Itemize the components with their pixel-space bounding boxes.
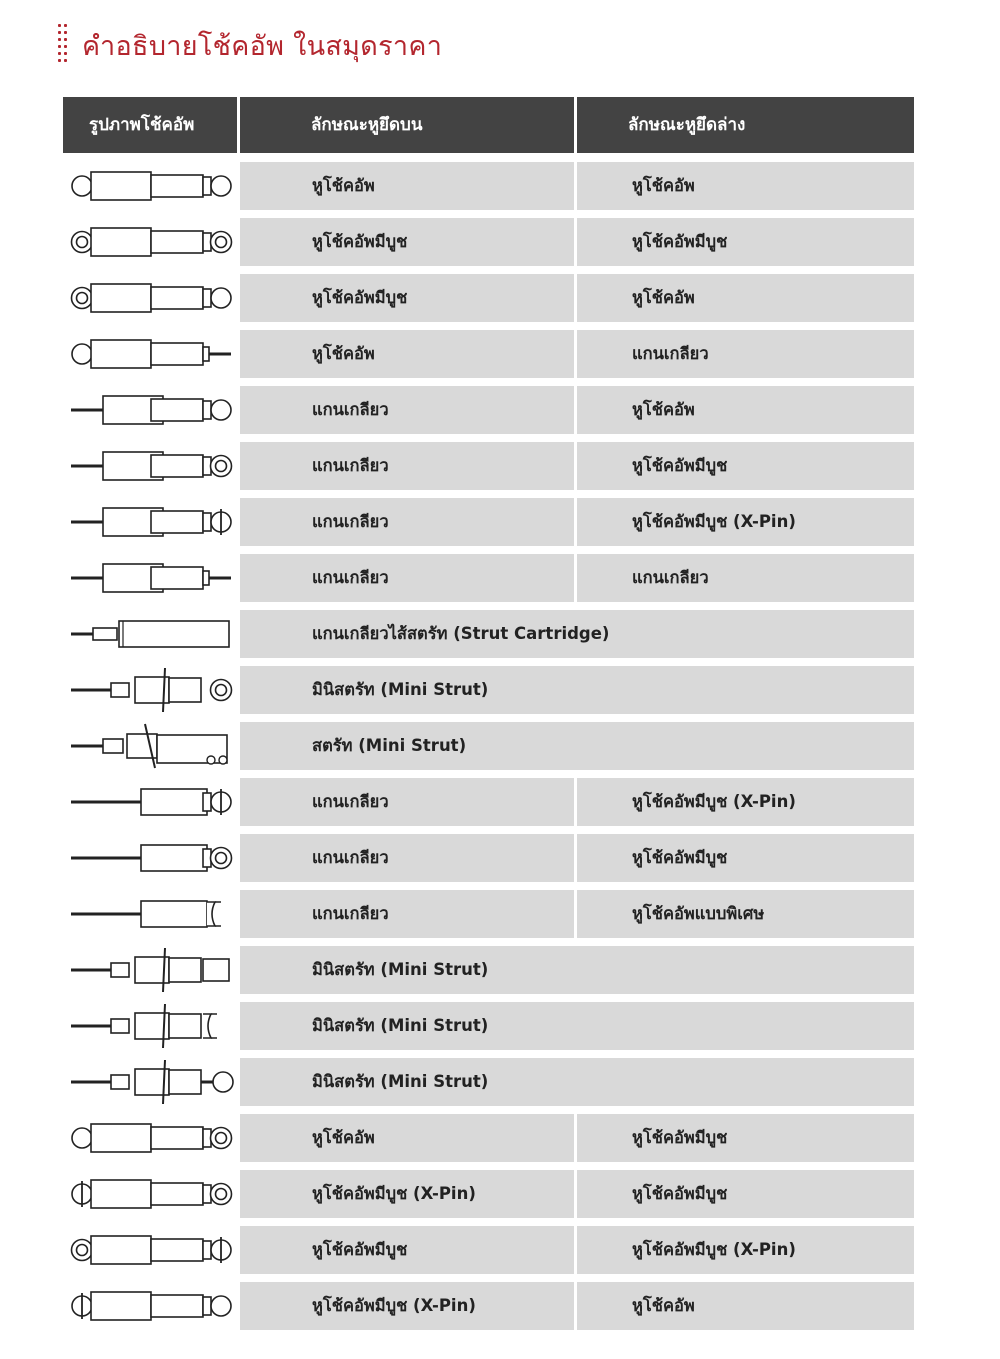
- top-mount-label: แกนเกลียว: [312, 904, 389, 923]
- table-row: [63, 834, 914, 882]
- shock-stud-eye-icon: [63, 386, 239, 434]
- table-row: [63, 274, 914, 322]
- top-mount-label: แกนเกลียว: [312, 512, 389, 531]
- shock-bush-xpin-icon: [63, 1226, 239, 1274]
- shock-stud-stud-icon: [63, 554, 239, 602]
- header-top-mount-column: ลักษณะหูยึดบน: [311, 115, 423, 135]
- shock-eye-stud-icon: [63, 330, 239, 378]
- top-mount-label: แกนเกลียว: [312, 456, 389, 475]
- shock-xpin-bush-icon: [63, 1170, 239, 1218]
- top-mount-cell: [240, 1226, 574, 1274]
- table-row: [63, 162, 914, 210]
- header-divider: [237, 97, 240, 153]
- table-row: [63, 666, 914, 714]
- top-mount-label: มินิสตรัท (Mini Strut): [312, 960, 489, 979]
- top-mount-cell: [240, 218, 574, 266]
- top-mount-cell: [240, 722, 914, 770]
- top-mount-label: มินิสตรัท (Mini Strut): [312, 1016, 489, 1035]
- header-image-column: รูปภาพโช้คอัพ: [89, 115, 195, 135]
- top-mount-cell: [240, 1282, 574, 1330]
- top-mount-cell: [240, 946, 914, 994]
- top-mount-cell: [240, 890, 574, 938]
- top-mount-cell: [240, 386, 574, 434]
- bottom-mount-label: หูโช้คอัพ: [632, 1296, 695, 1315]
- bottom-mount-cell: [577, 498, 914, 546]
- top-mount-label: สตรัท (Mini Strut): [312, 736, 467, 755]
- mini-strut-fork-icon: [63, 1002, 239, 1050]
- table-row: [63, 498, 914, 546]
- table-row: [63, 330, 914, 378]
- table-row: [63, 890, 914, 938]
- top-mount-label: แกนเกลียว: [312, 848, 389, 867]
- header-divider: [574, 97, 577, 153]
- table-row: [63, 610, 914, 658]
- top-mount-cell: [240, 834, 574, 882]
- table-header: [63, 97, 914, 153]
- table-row: [63, 218, 914, 266]
- table-row: [63, 1114, 914, 1162]
- bottom-mount-cell: [577, 1114, 914, 1162]
- bottom-mount-cell: [577, 778, 914, 826]
- shock-stud-xpin-icon: [63, 498, 239, 546]
- top-mount-cell: [240, 162, 574, 210]
- table-row: [63, 442, 914, 490]
- shock-longstud-bush-icon: [63, 834, 239, 882]
- strut-icon: [63, 722, 239, 770]
- top-mount-label: มินิสตรัท (Mini Strut): [312, 1072, 489, 1091]
- bottom-mount-label: หูโช้คอัพมีบูช (X-Pin): [632, 512, 796, 531]
- table-row: [63, 1282, 914, 1330]
- bottom-mount-label: หูโช้คอัพมีบูช: [632, 1128, 728, 1147]
- bottom-mount-cell: [577, 330, 914, 378]
- header-bottom-mount-column: ลักษณะหูยึดล่าง: [628, 115, 746, 135]
- table-row: [63, 778, 914, 826]
- table-row: [63, 386, 914, 434]
- top-mount-label: แกนเกลียวไส้สตรัท (Strut Cartridge): [312, 624, 610, 643]
- top-mount-label: แกนเกลียว: [312, 400, 389, 419]
- table-row: [63, 1002, 914, 1050]
- top-mount-cell: [240, 778, 574, 826]
- top-mount-cell: [240, 610, 914, 658]
- top-mount-cell: [240, 1058, 914, 1106]
- top-mount-label: หูโช้คอัพมีบูช (X-Pin): [312, 1184, 476, 1203]
- shock-xpin-eye-icon: [63, 1282, 239, 1330]
- top-mount-cell: [240, 1114, 574, 1162]
- table-row: [63, 1170, 914, 1218]
- bottom-mount-label: หูโช้คอัพ: [632, 288, 695, 307]
- bottom-mount-cell: [577, 1170, 914, 1218]
- top-mount-label: หูโช้คอัพ: [312, 344, 375, 363]
- top-mount-label: หูโช้คอัพมีบูช: [312, 232, 408, 251]
- table-row: [63, 1226, 914, 1274]
- bottom-mount-cell: [577, 386, 914, 434]
- table-row: [63, 722, 914, 770]
- top-mount-cell: [240, 1170, 574, 1218]
- bottom-mount-cell: [577, 442, 914, 490]
- mini-strut-bush-icon: [63, 666, 239, 714]
- shock-eye-bush-icon: [63, 1114, 239, 1162]
- bottom-mount-cell: [577, 890, 914, 938]
- mini-strut-eye-icon: [63, 1058, 239, 1106]
- shock-stud-bush-icon: [63, 442, 239, 490]
- bottom-mount-label: หูโช้คอัพแบบพิเศษ: [632, 904, 765, 923]
- top-mount-label: หูโช้คอัพมีบูช: [312, 1240, 408, 1259]
- bottom-mount-label: หูโช้คอัพมีบูช: [632, 232, 728, 251]
- bottom-mount-label: หูโช้คอัพมีบูช: [632, 848, 728, 867]
- bottom-mount-label: หูโช้คอัพมีบูช: [632, 1184, 728, 1203]
- title-dots-icon: [58, 24, 72, 66]
- top-mount-cell: [240, 442, 574, 490]
- bottom-mount-cell: [577, 162, 914, 210]
- table-row: [63, 1058, 914, 1106]
- shock-eye-eye-icon: [63, 162, 239, 210]
- top-mount-cell: [240, 274, 574, 322]
- shock-longstud-xpin-icon: [63, 778, 239, 826]
- mini-strut-open-icon: [63, 946, 239, 994]
- page-title-area: [58, 20, 442, 70]
- bottom-mount-cell: [577, 1282, 914, 1330]
- bottom-mount-cell: [577, 834, 914, 882]
- top-mount-cell: [240, 666, 914, 714]
- top-mount-label: หูโช้คอัพ: [312, 1128, 375, 1147]
- top-mount-label: หูโช้คอัพมีบูช: [312, 288, 408, 307]
- shock-bush-eye-icon: [63, 274, 239, 322]
- top-mount-label: แกนเกลียว: [312, 568, 389, 587]
- table-row: [63, 554, 914, 602]
- top-mount-cell: [240, 498, 574, 546]
- bottom-mount-label: หูโช้คอัพ: [632, 400, 695, 419]
- top-mount-cell: [240, 554, 574, 602]
- top-mount-label: หูโช้คอัพ: [312, 176, 375, 195]
- bottom-mount-cell: [577, 218, 914, 266]
- strut-cartridge-icon: [63, 610, 239, 658]
- bottom-mount-label: หูโช้คอัพ: [632, 176, 695, 195]
- top-mount-cell: [240, 1002, 914, 1050]
- shock-bush-bush-icon: [63, 218, 239, 266]
- bottom-mount-cell: [577, 274, 914, 322]
- bottom-mount-label: หูโช้คอัพมีบูช (X-Pin): [632, 1240, 796, 1259]
- top-mount-label: หูโช้คอัพมีบูช (X-Pin): [312, 1296, 476, 1315]
- top-mount-label: มินิสตรัท (Mini Strut): [312, 680, 489, 699]
- bottom-mount-cell: [577, 554, 914, 602]
- top-mount-label: แกนเกลียว: [312, 792, 389, 811]
- top-mount-cell: [240, 330, 574, 378]
- bottom-mount-label: แกนเกลียว: [632, 568, 709, 587]
- bottom-mount-label: หูโช้คอัพมีบูช (X-Pin): [632, 792, 796, 811]
- bottom-mount-cell: [577, 1226, 914, 1274]
- bottom-mount-label: แกนเกลียว: [632, 344, 709, 363]
- page-title: คำอธิบายโช้คอัพ ในสมุดราคา: [82, 30, 443, 62]
- bottom-mount-label: หูโช้คอัพมีบูช: [632, 456, 728, 475]
- shock-longstud-fork-icon: [63, 890, 239, 938]
- table-row: [63, 946, 914, 994]
